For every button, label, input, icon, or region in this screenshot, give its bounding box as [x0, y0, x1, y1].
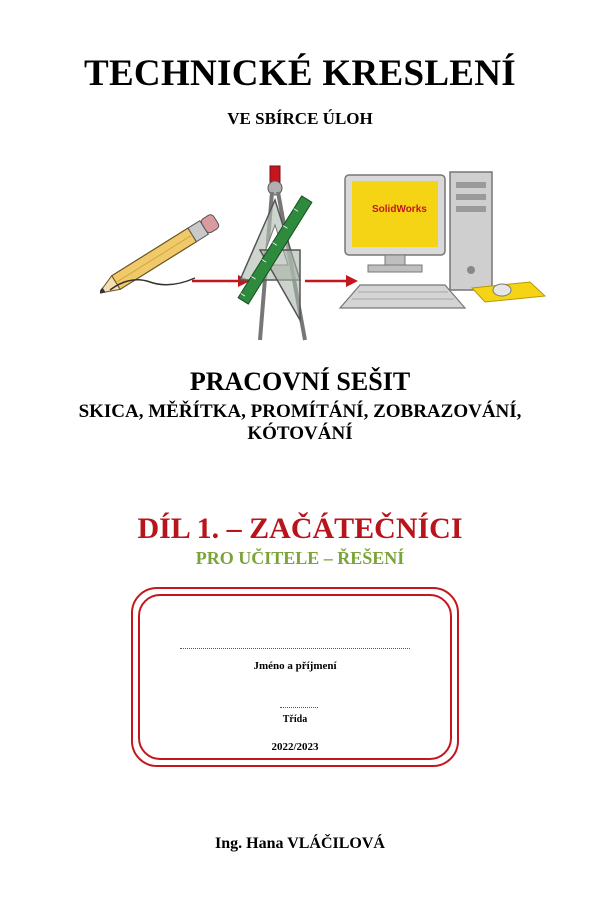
author-name: Ing. Hana VLÁČILOVÁ: [215, 835, 385, 852]
workbook-topics: [0, 401, 600, 445]
workbook-title: PRACOVNÍ SEŠIT: [189, 367, 411, 396]
pencil-icon: [100, 213, 220, 301]
workbook-topics-line2: KÓTOVÁNÍ: [247, 423, 353, 444]
name-dotted-line: [180, 648, 410, 649]
cover-illustration: [100, 150, 550, 350]
part-subtitle: PRO UČITELE – ŘEŠENÍ: [195, 548, 405, 568]
student-info-box: [131, 587, 459, 767]
school-year: 2022/2023: [271, 741, 319, 753]
arrow-right-icon: [305, 275, 358, 287]
workbook-topics-line1: SKICA, MĚŘÍTKA, PROMÍTÁNÍ, ZOBRAZOVÁNÍ,: [78, 401, 522, 422]
class-label: Třída: [282, 714, 308, 725]
solidworks-logo: SolidWorks: [372, 204, 427, 215]
class-dotted-line: [280, 707, 318, 708]
student-info-box-inner: [138, 594, 452, 760]
computer-icon: [340, 172, 545, 308]
cover-title: TECHNICKÉ KRESLENÍ: [83, 53, 517, 94]
cover-subtitle: VE SBÍRCE ÚLOH: [227, 109, 373, 128]
name-label: Jméno a příjmení: [253, 660, 337, 672]
drafting-tools-icon: [238, 166, 312, 340]
part-title: DÍL 1. – ZAČÁTEČNÍCI: [137, 512, 463, 545]
